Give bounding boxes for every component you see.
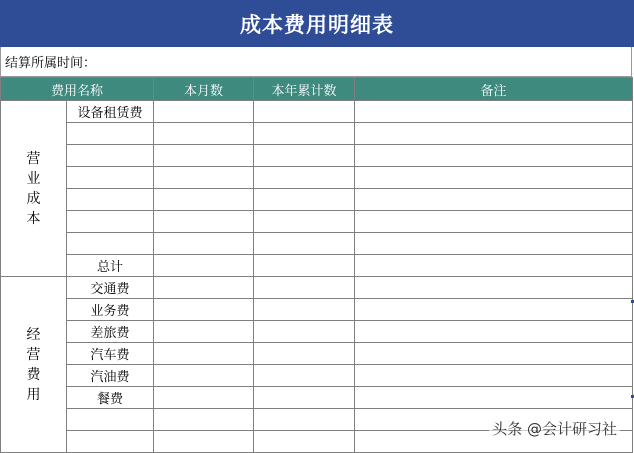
remark-cell[interactable] bbox=[355, 343, 633, 365]
expense-item-cell[interactable] bbox=[67, 189, 154, 211]
remark-cell[interactable] bbox=[355, 255, 633, 277]
year-to-date-cell[interactable] bbox=[254, 321, 355, 343]
expense-item-cell[interactable] bbox=[67, 123, 154, 145]
table-row bbox=[1, 321, 633, 343]
table-row bbox=[1, 101, 633, 123]
year-to-date-cell[interactable] bbox=[254, 409, 355, 431]
table-row bbox=[1, 365, 633, 387]
year-to-date-cell[interactable] bbox=[254, 189, 355, 211]
this-month-cell[interactable] bbox=[154, 211, 254, 233]
year-to-date-cell[interactable] bbox=[254, 211, 355, 233]
group-label: 经营费用 bbox=[26, 326, 41, 403]
expense-item-cell[interactable]: 业务费 bbox=[67, 299, 154, 321]
year-to-date-cell[interactable] bbox=[254, 431, 355, 453]
year-to-date-cell[interactable] bbox=[254, 167, 355, 189]
remark-cell[interactable] bbox=[355, 167, 633, 189]
table-row bbox=[1, 189, 633, 211]
group-label: 营业成本 bbox=[26, 150, 41, 227]
cost-table bbox=[0, 77, 633, 453]
year-to-date-cell[interactable] bbox=[254, 277, 355, 299]
expense-item-cell[interactable]: 总计 bbox=[67, 255, 154, 277]
remark-cell[interactable] bbox=[355, 211, 633, 233]
this-month-cell[interactable] bbox=[154, 409, 254, 431]
remark-cell[interactable] bbox=[355, 189, 633, 211]
settlement-period-label: 结算所属时间： bbox=[5, 56, 97, 71]
table-row bbox=[1, 233, 633, 255]
table-row bbox=[1, 167, 633, 189]
watermark: 头条 @会计研习社 bbox=[489, 417, 620, 440]
remark-cell[interactable] bbox=[355, 145, 633, 167]
expense-item-cell[interactable]: 交通费 bbox=[67, 277, 154, 299]
table-header-row bbox=[1, 78, 633, 101]
expense-item-cell[interactable]: 设备租赁费 bbox=[67, 101, 154, 123]
expense-item-cell[interactable]: 餐费 bbox=[67, 387, 154, 409]
this-month-cell[interactable] bbox=[154, 123, 254, 145]
this-month-cell[interactable] bbox=[154, 431, 254, 453]
this-month-cell[interactable] bbox=[154, 101, 254, 123]
table-row bbox=[1, 211, 633, 233]
table-row bbox=[1, 277, 633, 299]
this-month-cell[interactable] bbox=[154, 189, 254, 211]
this-month-cell[interactable] bbox=[154, 321, 254, 343]
group-label-cell[interactable] bbox=[1, 101, 67, 277]
remark-cell[interactable] bbox=[355, 365, 633, 387]
remark-cell[interactable] bbox=[355, 277, 633, 299]
table-row bbox=[1, 343, 633, 365]
expense-item-cell[interactable] bbox=[67, 233, 154, 255]
expense-item-cell[interactable] bbox=[67, 145, 154, 167]
this-month-cell[interactable] bbox=[154, 233, 254, 255]
expense-item-cell[interactable]: 汽车费 bbox=[67, 343, 154, 365]
expense-item-cell[interactable] bbox=[67, 409, 154, 431]
settlement-period-row[interactable] bbox=[0, 47, 632, 77]
year-to-date-cell[interactable] bbox=[254, 343, 355, 365]
year-to-date-cell[interactable] bbox=[254, 145, 355, 167]
table-row bbox=[1, 387, 633, 409]
remark-cell[interactable] bbox=[355, 321, 633, 343]
remark-cell[interactable] bbox=[355, 123, 633, 145]
expense-item-cell[interactable]: 汽油费 bbox=[67, 365, 154, 387]
year-to-date-cell[interactable] bbox=[254, 299, 355, 321]
table-body bbox=[1, 101, 633, 453]
this-month-cell[interactable] bbox=[154, 343, 254, 365]
this-month-cell[interactable] bbox=[154, 387, 254, 409]
year-to-date-cell[interactable] bbox=[254, 123, 355, 145]
year-to-date-cell[interactable] bbox=[254, 101, 355, 123]
this-month-cell[interactable] bbox=[154, 167, 254, 189]
year-to-date-cell[interactable] bbox=[254, 233, 355, 255]
table-row bbox=[1, 145, 633, 167]
this-month-cell[interactable] bbox=[154, 365, 254, 387]
expense-item-cell[interactable] bbox=[67, 167, 154, 189]
table-row bbox=[1, 123, 633, 145]
year-to-date-cell[interactable] bbox=[254, 255, 355, 277]
remark-cell[interactable] bbox=[355, 101, 633, 123]
header-expense-name[interactable]: 费用名称 bbox=[1, 78, 154, 101]
expense-item-cell[interactable]: 差旅费 bbox=[67, 321, 154, 343]
header-this-month[interactable]: 本月数 bbox=[154, 78, 254, 101]
this-month-cell[interactable] bbox=[154, 145, 254, 167]
year-to-date-cell[interactable] bbox=[254, 365, 355, 387]
sheet-title: 成本费用明细表 bbox=[0, 0, 634, 47]
table-row bbox=[1, 299, 633, 321]
this-month-cell[interactable] bbox=[154, 255, 254, 277]
this-month-cell[interactable] bbox=[154, 277, 254, 299]
table-row bbox=[1, 255, 633, 277]
header-year-to-date[interactable]: 本年累计数 bbox=[254, 78, 355, 101]
remark-cell[interactable] bbox=[355, 387, 633, 409]
header-remark[interactable]: 备注 bbox=[355, 78, 633, 101]
expense-item-cell[interactable] bbox=[67, 431, 154, 453]
remark-cell[interactable] bbox=[355, 299, 633, 321]
remark-cell[interactable] bbox=[355, 233, 633, 255]
year-to-date-cell[interactable] bbox=[254, 387, 355, 409]
expense-item-cell[interactable] bbox=[67, 211, 154, 233]
this-month-cell[interactable] bbox=[154, 299, 254, 321]
group-label-cell[interactable] bbox=[1, 277, 67, 453]
